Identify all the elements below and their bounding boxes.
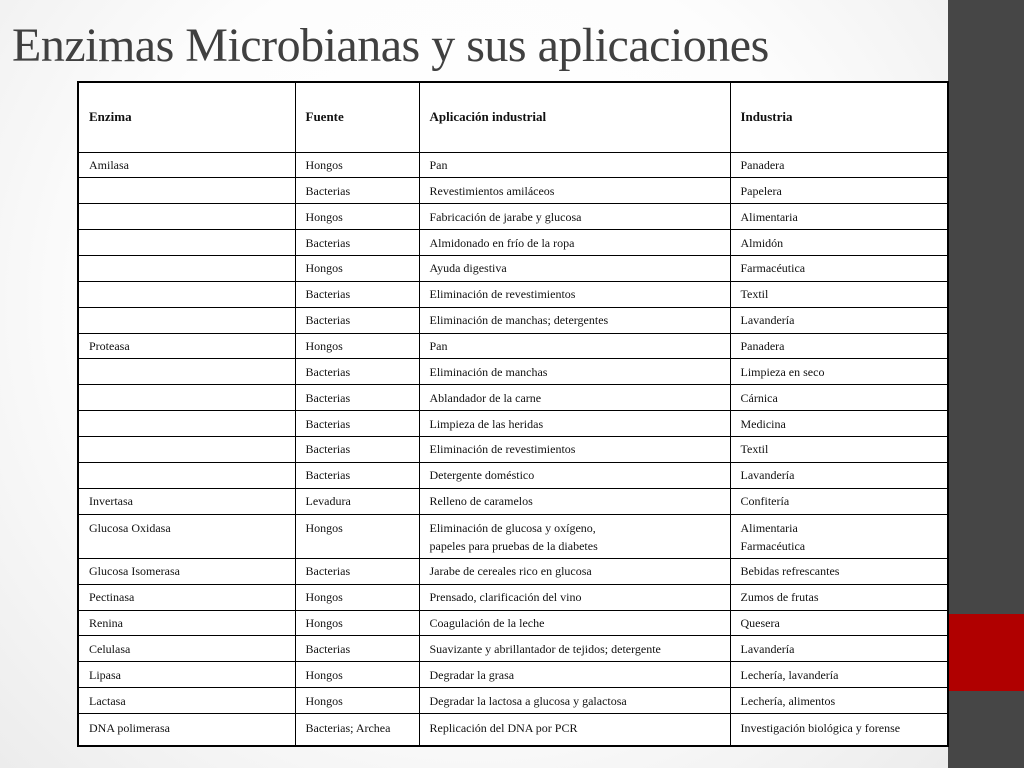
cell-text: Alimentaria (740, 209, 798, 224)
cell-aplicacion (419, 204, 730, 230)
cell-fuente (295, 204, 419, 230)
cell-aplicacion (419, 152, 730, 178)
cell-industria (730, 714, 948, 747)
table-row (78, 411, 948, 437)
cell-industria (730, 411, 948, 437)
cell-aplicacion (419, 636, 730, 662)
cell-text: Investigación biológica y forense (740, 721, 901, 735)
cell-text: Bacterias (305, 416, 351, 431)
sidebar-accent-block (948, 614, 1024, 691)
cell-fuente (295, 558, 419, 584)
cell-industria (730, 636, 948, 662)
cell-aplicacion (419, 436, 730, 462)
cell-enzima (78, 281, 295, 307)
cell-text: DNA polimerasa (89, 721, 170, 735)
cell-text: Glucosa Isomerasa (89, 564, 180, 579)
cell-text: Degradar la lactosa a glucosa y galactosa (429, 693, 627, 708)
cell-aplicacion (419, 488, 730, 514)
cell-text: Detergente doméstico (429, 468, 535, 483)
table-row (78, 436, 948, 462)
cell-fuente (295, 359, 419, 385)
cell-text: Almidón (740, 235, 784, 250)
cell-fuente (295, 610, 419, 636)
table-row (78, 514, 948, 558)
table-row (78, 178, 948, 204)
cell-industria (730, 488, 948, 514)
cell-fuente (295, 385, 419, 411)
enzyme-table (77, 81, 949, 747)
table-header-row (78, 82, 948, 152)
cell-text: Replicación del DNA por PCR (429, 721, 578, 735)
cell-text: Revestimientos amiláceos (429, 183, 555, 198)
cell-text: Hongos (305, 615, 343, 630)
cell-fuente (295, 230, 419, 256)
cell-aplicacion (419, 333, 730, 359)
cell-text: Bacterias (305, 390, 351, 405)
cell-enzima (78, 514, 295, 558)
cell-text: Confitería (740, 494, 790, 509)
cell-enzima (78, 178, 295, 204)
cell-aplicacion (419, 584, 730, 610)
cell-industria (730, 610, 948, 636)
cell-text: Ablandador de la carne (429, 390, 542, 405)
cell-text: Pan (429, 157, 448, 172)
cell-aplicacion (419, 714, 730, 747)
table-row (78, 281, 948, 307)
cell-fuente (295, 333, 419, 359)
cell-text: Relleno de caramelos (429, 494, 533, 509)
cell-text: Levadura (305, 494, 351, 509)
cell-text: Zumos de frutas (740, 590, 819, 605)
cell-text: Lavandería (740, 641, 795, 656)
cell-text: Glucosa Oxidasa (89, 520, 171, 535)
cell-industria (730, 281, 948, 307)
cell-text: Invertasa (89, 494, 133, 509)
cell-industria (730, 152, 948, 178)
cell-text: Renina (89, 615, 123, 630)
cell-text: Cárnica (740, 390, 778, 405)
cell-text: Lactasa (89, 693, 126, 708)
cell-industria (730, 514, 948, 558)
cell-fuente (295, 688, 419, 714)
cell-industria (730, 230, 948, 256)
cell-text: Prensado, clarificación del vino (429, 590, 582, 605)
cell-text: Alimentaria (740, 520, 798, 535)
cell-fuente (295, 152, 419, 178)
cell-aplicacion (419, 610, 730, 636)
table-row (78, 385, 948, 411)
table-row (78, 230, 948, 256)
table-row (78, 255, 948, 281)
cell-fuente (295, 714, 419, 747)
cell-fuente (295, 584, 419, 610)
cell-industria (730, 584, 948, 610)
column-header-industria: Industria (730, 82, 948, 152)
cell-industria (730, 255, 948, 281)
cell-aplicacion (419, 514, 730, 558)
cell-aplicacion (419, 178, 730, 204)
cell-enzima (78, 610, 295, 636)
cell-text: Lipasa (89, 667, 121, 682)
cell-fuente (295, 255, 419, 281)
table-row (78, 204, 948, 230)
cell-industria (730, 178, 948, 204)
cell-text: Lechería, lavandería (740, 667, 839, 682)
column-header-aplicacion: Aplicación industrial (419, 82, 730, 152)
cell-industria (730, 436, 948, 462)
cell-text: Limpieza en seco (740, 364, 825, 379)
cell-text: Limpieza de las heridas (429, 416, 544, 431)
cell-aplicacion (419, 281, 730, 307)
cell-text: Celulasa (89, 641, 131, 656)
cell-industria (730, 662, 948, 688)
cell-text: Hongos (305, 261, 343, 276)
cell-enzima (78, 436, 295, 462)
cell-text: Lavandería (740, 468, 795, 483)
cell-fuente (295, 636, 419, 662)
cell-fuente (295, 462, 419, 488)
cell-text: Eliminación de revestimientos (429, 442, 576, 457)
cell-aplicacion (419, 558, 730, 584)
cell-aplicacion (419, 462, 730, 488)
cell-enzima (78, 558, 295, 584)
cell-text: Amilasa (89, 157, 129, 172)
cell-industria (730, 462, 948, 488)
cell-text: Bacterias (305, 183, 351, 198)
cell-text: Textil (740, 287, 769, 302)
table-row (78, 359, 948, 385)
cell-enzima (78, 714, 295, 747)
column-header-fuente: Fuente (295, 82, 419, 152)
cell-aplicacion (419, 385, 730, 411)
cell-enzima (78, 152, 295, 178)
table-body (78, 152, 948, 746)
cell-text: Lechería, alimentos (740, 693, 836, 708)
cell-industria (730, 333, 948, 359)
cell-text: Bacterias (305, 235, 351, 250)
cell-enzima (78, 333, 295, 359)
cell-enzima (78, 359, 295, 385)
cell-enzima (78, 411, 295, 437)
cell-enzima (78, 636, 295, 662)
cell-industria (730, 204, 948, 230)
cell-text: Bacterias (305, 313, 351, 328)
cell-industria (730, 307, 948, 333)
cell-text: Bacterias; Archea (305, 721, 391, 735)
cell-text: Fabricación de jarabe y glucosa (429, 209, 582, 224)
cell-text: Lavandería (740, 313, 795, 328)
cell-industria (730, 558, 948, 584)
cell-text: Hongos (305, 338, 343, 353)
cell-text: Bacterias (305, 364, 351, 379)
cell-text: Bebidas refrescantes (740, 564, 840, 579)
cell-enzima (78, 204, 295, 230)
cell-fuente (295, 662, 419, 688)
cell-fuente (295, 178, 419, 204)
cell-text: Panadera (740, 338, 785, 353)
cell-industria (730, 688, 948, 714)
cell-text: Ayuda digestiva (429, 261, 507, 276)
cell-enzima (78, 307, 295, 333)
table-row (78, 688, 948, 714)
cell-enzima (78, 584, 295, 610)
cell-text: Papelera (740, 183, 782, 198)
table-row (78, 714, 948, 747)
cell-aplicacion (419, 255, 730, 281)
cell-text: Hongos (305, 693, 343, 708)
cell-text: Hongos (305, 520, 343, 535)
column-header-enzima: Enzima (78, 82, 295, 152)
table-row (78, 462, 948, 488)
cell-text: Bacterias (305, 641, 351, 656)
table-row (78, 662, 948, 688)
table-row (78, 333, 948, 359)
cell-text: Eliminación de glucosa y oxígeno, (429, 520, 596, 535)
cell-enzima (78, 385, 295, 411)
table-row (78, 610, 948, 636)
cell-text: Almidonado en frío de la ropa (429, 235, 575, 250)
table-row (78, 307, 948, 333)
cell-aplicacion (419, 307, 730, 333)
cell-text: Quesera (740, 615, 780, 630)
cell-text: Bacterias (305, 442, 351, 457)
cell-text: Proteasa (89, 338, 130, 353)
cell-aplicacion (419, 230, 730, 256)
cell-text: Coagulación de la leche (429, 615, 545, 630)
cell-aplicacion (419, 411, 730, 437)
cell-enzima (78, 462, 295, 488)
cell-text: Panadera (740, 157, 785, 172)
slide-title: Enzimas Microbianas y sus aplicaciones (12, 19, 769, 72)
cell-text-continued: papeles para pruebas de la diabetes (429, 538, 598, 553)
cell-fuente (295, 281, 419, 307)
cell-text: Pan (429, 338, 448, 353)
cell-text: Eliminación de revestimientos (429, 287, 576, 302)
cell-text: Hongos (305, 667, 343, 682)
cell-text: Bacterias (305, 564, 351, 579)
table-row (78, 152, 948, 178)
cell-fuente (295, 488, 419, 514)
cell-enzima (78, 662, 295, 688)
cell-text-continued: Farmacéutica (740, 538, 806, 553)
cell-enzima (78, 255, 295, 281)
cell-text: Degradar la grasa (429, 667, 515, 682)
table-row (78, 558, 948, 584)
cell-text: Hongos (305, 590, 343, 605)
table-row (78, 584, 948, 610)
cell-text: Medicina (740, 416, 786, 431)
cell-industria (730, 359, 948, 385)
cell-fuente (295, 411, 419, 437)
cell-text: Jarabe de cereales rico en glucosa (429, 564, 592, 579)
cell-aplicacion (419, 688, 730, 714)
cell-aplicacion (419, 662, 730, 688)
cell-industria (730, 385, 948, 411)
enzyme-table-container (77, 81, 947, 747)
cell-text: Hongos (305, 209, 343, 224)
cell-text: Textil (740, 442, 769, 457)
cell-text: Bacterias (305, 468, 351, 483)
cell-fuente (295, 514, 419, 558)
cell-text: Farmacéutica (740, 261, 806, 276)
cell-fuente (295, 436, 419, 462)
cell-aplicacion (419, 359, 730, 385)
cell-enzima (78, 488, 295, 514)
cell-text: Eliminación de manchas (429, 364, 548, 379)
cell-text: Bacterias (305, 287, 351, 302)
cell-enzima (78, 688, 295, 714)
table-row (78, 488, 948, 514)
cell-fuente (295, 307, 419, 333)
table-row (78, 636, 948, 662)
cell-enzima (78, 230, 295, 256)
cell-text: Eliminación de manchas; detergentes (429, 313, 609, 328)
cell-text: Pectinasa (89, 590, 135, 605)
cell-text: Suavizante y abrillantador de tejidos; detergente (429, 641, 661, 656)
cell-text: Hongos (305, 157, 343, 172)
